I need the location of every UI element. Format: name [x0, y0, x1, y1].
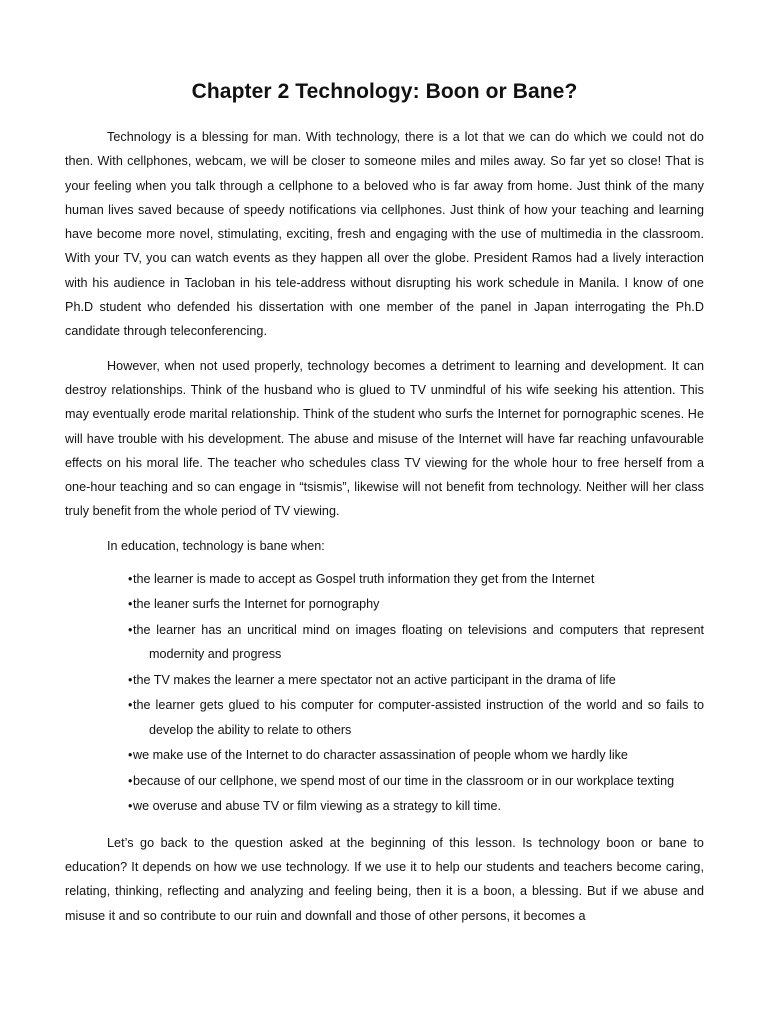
- bullet-marker: •: [128, 672, 133, 687]
- bullet-marker: •: [128, 799, 133, 814]
- list-item: [128, 668, 704, 693]
- paragraph-2: However, when not used properly, technology becomes a detriment to learning and development. It can destroy relationships. Think of the husband who is glued to TV unmindful of his wife seeking his attention. This may eventually erode marital relationship. Think of the student who surfs the Internet for pornographic scenes. He will have trouble with his development. The abuse and misuse of the Internet will have far reaching unfavourable effects on his moral life. The teacher who schedules class TV viewing for the whole hour to free herself from a one-hour teaching and so can engage in “tsismis”, likewise will not benefit from technology. Neither will her class truly benefit from the whole period of TV viewing.: [65, 358, 704, 519]
- list-intro: In education, technology is bane when:: [107, 538, 325, 553]
- bane-list: [65, 567, 704, 819]
- bullet-marker: •: [128, 698, 133, 713]
- bullet-marker: •: [128, 622, 133, 637]
- list-item: [128, 693, 704, 742]
- bullet-marker: •: [128, 597, 133, 612]
- list-item: [128, 794, 704, 819]
- list-item-text: the learner has an uncritical mind on images floating on televisions and computers that represent modernity and progress: [133, 622, 704, 662]
- list-item-text: because of our cellphone, we spend most of our time in the classroom or in our workplace texting: [133, 773, 675, 788]
- bullet-marker: •: [128, 748, 133, 763]
- paragraph-3: Let’s go back to the question asked at the beginning of this lesson. Is technology boon or bane to education? It depends on how we use technology. If we use it to help our students and teachers become caring, relating, thinking, reflecting and analyzing and feeling being, then it is a boon, a blessing. But if we abuse and misuse it and so contribute to our ruin and downfall and those of other persons, it becomes a: [65, 835, 704, 923]
- list-item-text: the TV makes the learner a mere spectator not an active participant in the drama of life: [133, 672, 616, 687]
- list-item-text: we make use of the Internet to do character assassination of people whom we hardly like: [133, 748, 628, 763]
- list-item: [128, 567, 704, 592]
- list-item-text: the leaner surfs the Internet for pornography: [133, 597, 380, 612]
- list-item-text: the learner is made to accept as Gospel truth information they get from the Internet: [133, 571, 595, 586]
- list-item: [128, 743, 704, 768]
- paragraph-1: Technology is a blessing for man. With technology, there is a lot that we can do which we could not do then. With cellphones, webcam, we will be closer to someone miles and miles away. So far yet so close! That is your feeling when you talk through a cellphone to a beloved who is far away from home. Just think of the many human lives saved because of speedy notifications via cellphones. Just think of how your teaching and learning have become more novel, stimulating, exciting, fresh and engaging with the use of multimedia in the classroom. With your TV, you can watch events as they happen all over the globe. President Ramos had a lively interaction with his audience in Tacloban in his tele-address without disrupting his work schedule in Manila. I know of one Ph.D student who defended his dissertation with one member of the panel in Japan interrogating the Ph.D candidate through teleconferencing.: [65, 130, 704, 339]
- page-title: Chapter 2 Technology: Boon or Bane?: [191, 80, 578, 103]
- bullet-marker: •: [128, 571, 133, 586]
- bullet-marker: •: [128, 773, 133, 788]
- list-item-text: the learner gets glued to his computer for computer-assisted instruction of the world and so fails to develop the ability to relate to others: [133, 698, 704, 737]
- list-item: [128, 618, 704, 667]
- list-item-text: we overuse and abuse TV or film viewing as a strategy to kill time.: [133, 799, 501, 814]
- list-item: [128, 769, 704, 794]
- list-item: [128, 592, 704, 617]
